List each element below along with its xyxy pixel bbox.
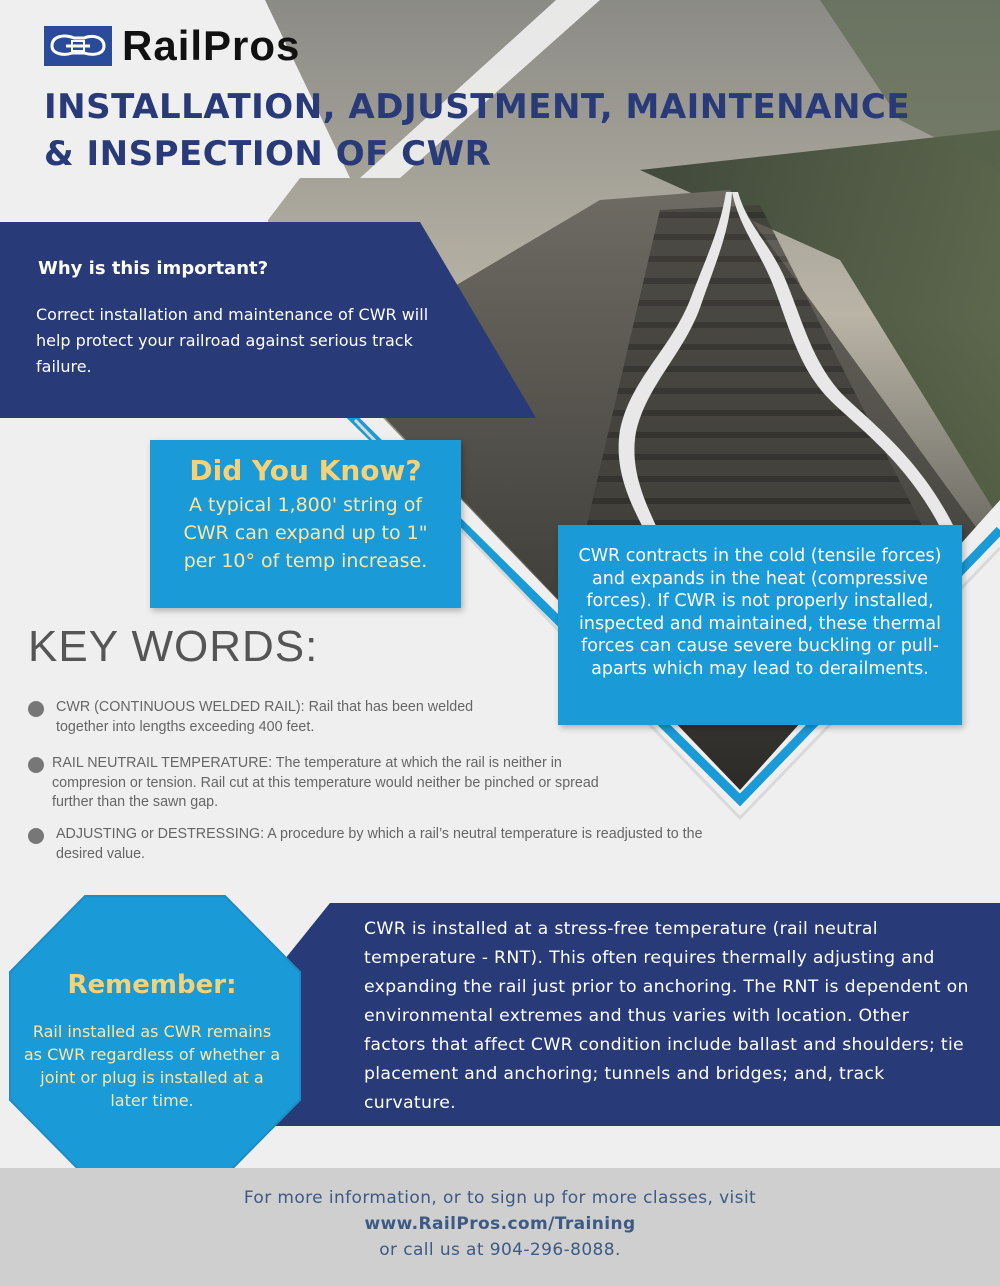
cwr-thermal-note: CWR contracts in the cold (tensile forces) and expands in the heat (compressive forces). If CWR is not properly installed, inspected and maintained, these thermal forces can cause severe buckling or pull-aparts which may lead to derailments.: [558, 525, 962, 725]
key-word-item: [28, 698, 748, 737]
brand-name: RailPros: [122, 22, 301, 69]
remember-heading: Remember:: [67, 970, 237, 1000]
key-word-item: [28, 754, 748, 813]
brand-logo[interactable]: [44, 24, 300, 68]
why-body: Correct installation and maintenance of CWR will help protect your railroad against serious track failure.: [36, 305, 429, 376]
did-you-know-body: [164, 491, 447, 575]
why-heading: Why is this important?: [38, 258, 269, 279]
page-title: [44, 84, 974, 178]
bullet-icon: [28, 701, 44, 717]
did-you-know-line-2: CWR can expand up to 1": [183, 522, 428, 544]
title-line-2: & INSPECTION OF CWR: [44, 134, 492, 174]
footer: [0, 1168, 1000, 1286]
training-link[interactable]: www.RailPros.com/Training: [364, 1214, 636, 1234]
footer-info-text: For more information, or to sign up for more classes, visit: [243, 1188, 757, 1208]
key-word-item: [28, 825, 748, 864]
railpros-logo-icon: [44, 26, 112, 66]
did-you-know-line-1: A typical 1,800' string of: [188, 494, 423, 516]
key-word-text: CWR (CONTINUOUS WELDED RAIL): Rail that has been welded together into lengths exceeding 400 feet.: [56, 699, 474, 735]
bullet-icon: [28, 828, 44, 844]
footer-phone-text: or call us at 904-296-8088.: [379, 1240, 621, 1260]
did-you-know-heading: Did You Know?: [189, 454, 422, 487]
key-words-heading: KEY WORDS:: [28, 622, 319, 671]
install-note: CWR is installed at a stress-free temperature (rail neutral temperature - RNT). This often requires thermally adjusting and expanding the rail just prior to anchoring. The RNT is dependent on environmental extremes and thus varies with location. Other factors that affect CWR condition include ballast and shoulders; tie placement and anchoring; tunnels and bridges; and, track curvature.: [364, 919, 969, 1113]
bullet-icon: [28, 757, 44, 773]
did-you-know-box: [150, 440, 461, 608]
key-word-text: RAIL NEUTRAIL TEMPERATURE: The temperature at which the rail is neither in compresion or tension. Rail cut at this temperature would neither be pinched or spread further than the sawn gap.: [52, 755, 599, 810]
key-word-text: ADJUSTING or DESTRESSING: A procedure by which a rail’s neutral temperature is readjusted to the desired value.: [56, 826, 703, 862]
remember-body: Rail installed as CWR remains as CWR regardless of whether a joint or plug is installed at a later time.: [23, 1022, 281, 1110]
did-you-know-line-3: per 10° of temp increase.: [183, 550, 428, 572]
title-line-1: INSTALLATION, ADJUSTMENT, MAINTENANCE: [44, 87, 911, 127]
